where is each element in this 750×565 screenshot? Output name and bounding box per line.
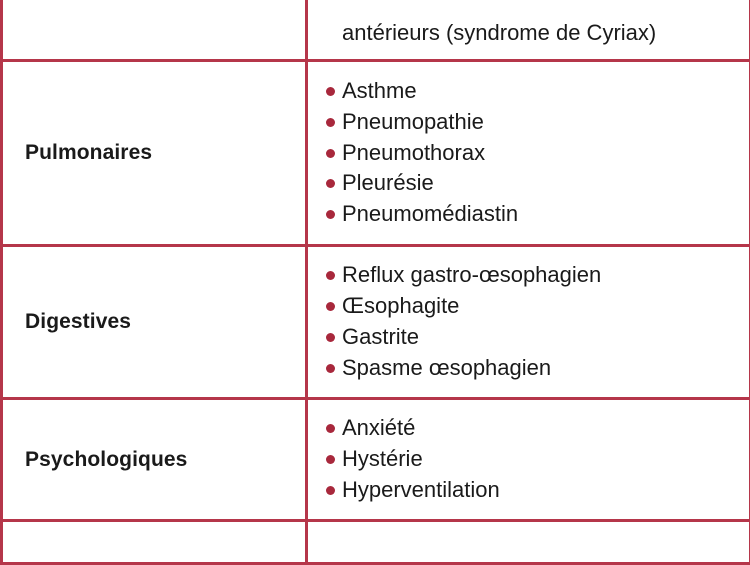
items-cell [307, 246, 750, 399]
list-item-label: Spasme œsophagien [342, 355, 551, 380]
list-item [326, 76, 749, 107]
category-cell: Psychologiques [2, 399, 307, 521]
bullet-icon [326, 118, 335, 127]
list-item [326, 291, 749, 322]
table-row-psychologiques [2, 399, 750, 521]
category-cell-bottom [2, 521, 307, 564]
list-item-label: Gastrite [342, 324, 419, 349]
category-cell: Digestives [2, 246, 307, 399]
item-list [326, 76, 749, 230]
items-cell [307, 399, 750, 521]
list-item-label: Hystérie [342, 446, 423, 471]
list-item [326, 138, 749, 169]
bullet-icon [326, 87, 335, 96]
bullet-icon [326, 424, 335, 433]
list-item-label: Pneumopathie [342, 109, 484, 134]
list-item-label: Pleurésie [342, 170, 434, 195]
table-row-pulmonaires [2, 61, 750, 246]
list-item-label: Hyperventilation [342, 477, 500, 502]
list-item-label: Asthme [342, 78, 417, 103]
items-cell-top [307, 0, 750, 61]
table-row-digestives [2, 246, 750, 399]
list-item [326, 322, 749, 353]
category-cell: Pulmonaires [2, 61, 307, 246]
list-item [326, 199, 749, 230]
bullet-icon [326, 486, 335, 495]
list-item-label: Pneumothorax [342, 140, 485, 165]
list-item [326, 107, 749, 138]
list-item-label: Reflux gastro-œsophagien [342, 262, 601, 287]
bullet-icon [326, 149, 335, 158]
item-list [326, 260, 749, 383]
list-item [326, 353, 749, 384]
bullet-icon [326, 333, 335, 342]
list-item [326, 475, 749, 506]
bullet-icon [326, 302, 335, 311]
items-cell-bottom [307, 521, 750, 564]
table-row-partial-bottom [2, 521, 750, 564]
list-item [326, 444, 749, 475]
list-item [326, 260, 749, 291]
list-item [326, 413, 749, 444]
continuation-text: antérieurs (syndrome de Cyriax) [326, 18, 749, 49]
bullet-icon [326, 271, 335, 280]
items-cell [307, 61, 750, 246]
item-list [326, 413, 749, 505]
table-row-partial-top [2, 0, 750, 61]
bullet-icon [326, 364, 335, 373]
category-cell-top [2, 0, 307, 61]
bullet-icon [326, 210, 335, 219]
list-item [326, 168, 749, 199]
bullet-icon [326, 455, 335, 464]
list-item-label: Anxiété [342, 415, 415, 440]
list-item-label: Œsophagite [342, 293, 459, 318]
list-item-label: Pneumomédiastin [342, 201, 518, 226]
bullet-icon [326, 179, 335, 188]
